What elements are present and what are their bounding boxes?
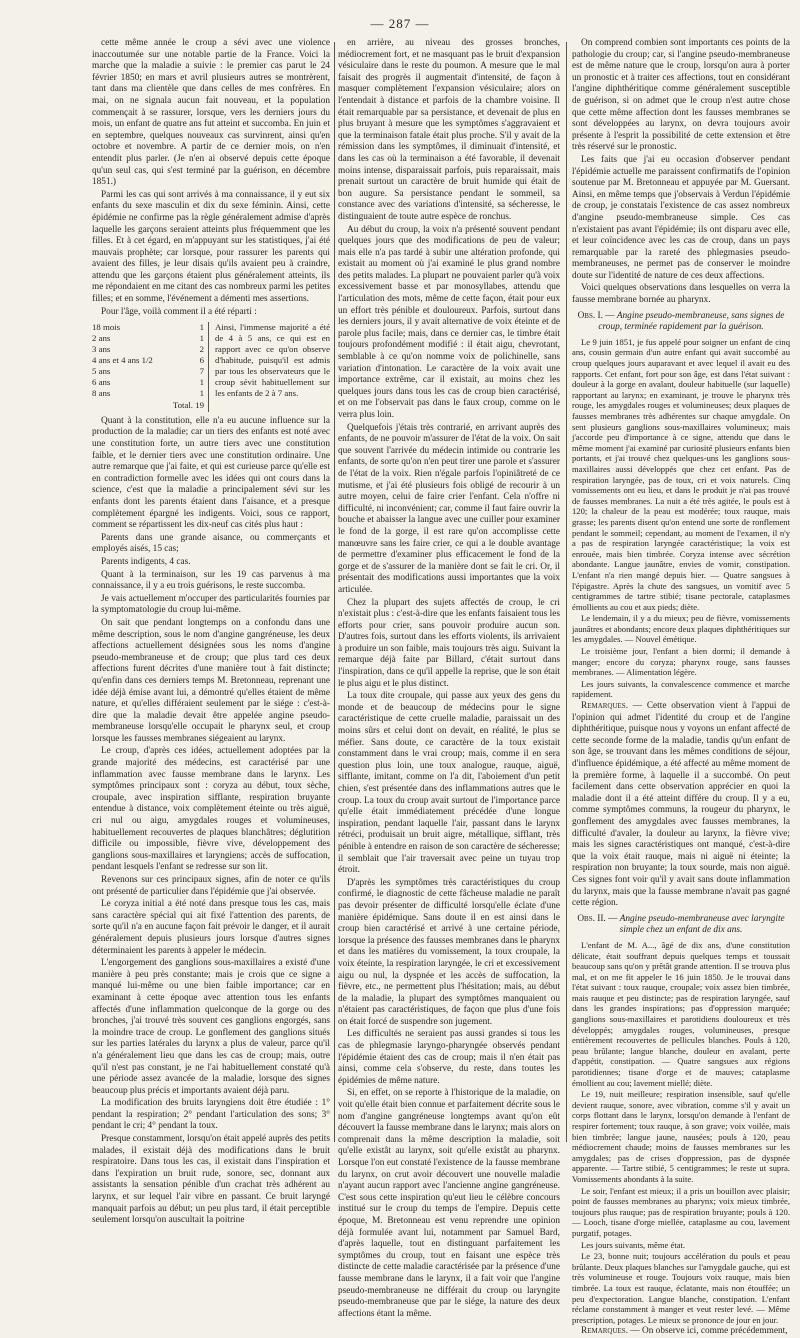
age-label: 5 ans (92, 366, 111, 377)
age-row (92, 355, 204, 366)
paragraph: Au début du croup, la voix n'a présenté souvent pendant quelques jours que des modifications de peu de valeur; mais elle n'a pas tardé à subir une altération profonde, qui existait au moment où j'ai examiné le plus grand nombre des petits malades. La plupart ne pouvaient parler qu'à voix excessivement basse et par monosyllabes, attendu que l'articulation des mots, même de cette façon, était pour eux un effort très pénible et douloureux. Parfois, surtout dans les derniers jours, il y avait alternative de voix éteinte et de parole plus facile; mais, dans ce dernier cas, le timbre était toujours profondément modifié : il était aigu, chevrotant, semblable à ce qu'on nomme voix de polichinelle, sans variation d'intonation. Le caractère de la voix avait une importance extrême, car il existait, au moins chez les quelques jours dans tous les cas de croup bien caractérisé, et on me l'observait pas dans le faux croup, comme on le verra plus loin. (338, 224, 560, 420)
paragraph: Le lendemain, il y a du mieux; peu de fièvre, vomissements jaunâtres et abondants; encore deux plaques diphthéritiques sur les amygdales. — Nouvel émétique. (572, 613, 790, 645)
observation-heading (572, 311, 790, 334)
paragraph: Le soir, l'enfant est mieux; il a pris un bouillon avec plaisir; point de fausses membranes au pharynx; voix mieux timbrée, toujours plus rauque; pas de respiration bruyante; pouls à 120. — Looch, tisane d'orge miellée, cataplasme au cou, lavement purgatif, potages. (572, 1185, 790, 1238)
paragraph: D'après les symptômes très caractéristiques du croup confirmé, le diagnostic de cette fâcheuse maladie ne paraît pas devoir présenter de difficulté lorsqu'elle éclate d'une manière épidémique. Sans doute il en est ainsi dans le croup bien caractérisé et arrivé à une certaine période, lorsque la présence des fausses membranes dans le pharynx et dans les matières du vomissement, la toux croupale, la voix éteinte, la respiration laryngée, le cri et excessivement aigu ou nul, la dyspnée et les accès de suffocation, la fièvre, etc., ne permettent plus l'hésitation; mais, au début de la maladie, la plupart des symptômes manquaient ou n'étaient pas caractéristiques, de façon que plus d'une fois on était forcé de suspendre son jugement. (338, 877, 560, 1027)
paragraph: L'enfant de M. A..., âgé de dix ans, d'une constitution délicate, était souffrant depuis quelques temps et toussait beaucoup sans qu'on y prêtât grande attention. Il se trouva plus mal, et on me fit appeler le 16 juin 1850. Je le trouvai dans l'état suivant : toux rauque, croupale; voix assez bien timbrée, mais rauque et peu distincte; pas de respiration laryngée, sauf dans les grandes inspirations; pas d'oppression marquée; ganglions sous-maxillaires et parotidiens douloureux et très développés; amygdales rouges, volumineuses, presque entièrement recouvertes de pellicules blanches. Pouls à 120, peau brûlante; langue blanche, douleur en avalant, perte d'appétit, constipation. — Quatre sangsues aux régions parotidiennes; tisane d'orge et de mauves; cataplasme émollient au cou; lavement miellé; diète. (572, 939, 790, 1088)
age-list (92, 322, 209, 412)
paragraph: Quant à la constitution, elle n'a eu aucune influence sur la production de la maladie; car un tiers des enfants est noté avec une constitution forte, un autre tiers avec une constitution faible, et le dernier tiers avec une constitution ordinaire. Une autre remarque que j'ai faite, et qui est curieuse parce qu'elle est en contradiction formelle avec les idées qui ont cours dans la science, c'est que la maladie a principalement sévi sur les enfants dont les parents étaient dans l'aisance, et a presque complètement épargné les indigents. Voici, sous ce rapport, comment se répartissent les dix-neuf cas cités plus haut : (92, 415, 330, 531)
column-middle (338, 38, 560, 1319)
remarks-label: Remarques. (581, 1326, 629, 1337)
observation-title: Angine pseudo-membraneuse avec laryngite simple chez un enfant de dix ans. (619, 913, 785, 936)
paragraph: Si, en effet, on se reporte à l'historique de la maladie, on voit qu'elle était bien connue et parfaitement décrite sous le nom d'angine gangréneuse longtemps avant qu'on eût découvert la fausse membrane dans le larynx; mais alors on comprenait dans la même description la maladie, soit qu'elle existât au larynx, soit qu'elle existât au pharynx. Lorsque l'on eut constaté l'existence de la fausse membrane du larynx, on crut avoir découvert une nouvelle maladie n'ayant aucun rapport avec l'ancienne angine gangréneuse. C'est sous cette inspiration qu'eut lieu le célèbre concours institué sur le croup du temps de l'empire. Depuis cette époque, M. Bretonneau est venu reprendre une opinion déjà formulée avant lui, notamment par Samuel Bard, d'après laquelle, tout en distinguant parfaitement les symptômes du croup, tout en faisant une espèce très distincte de cette maladie caractérisée par la présence d'une fausse membrane dans le larynx, il a fait voir que l'angine pseudo-membraneuse ne différait du croup ou laryngite pseudo-membraneuse que par le siége, la nature des deux affections étant la même. (338, 1088, 560, 1319)
age-label: 3 ans (92, 344, 111, 355)
paragraph: Le 9 juin 1851, je fus appelé pour soigner un enfant de cinq ans, cousin germain d'un autre enfant qui avait succombé au croup quelques jours auparavant et avec lequel il avait eu des rapports. Cet enfant, fort pour son âge, est dans l'état suivant : douleur à la gorge en avalant, douleur habituelle (sur laquelle) rapportant au larynx; en examinant, je trouve le pharynx très rouge, les amygdales rouges et volumineuses; deux plaques de fausses membranes très adhérentes sur chaque amygdale. On sent plusieurs ganglions sous-maxillaires volumineux; mais j'accorde peu d'importance à ce signe, attendu que dans le même moment j'ai examiné par curiosité plusieurs enfants bien portants, et j'ai trouvé chez quelques-uns les ganglions sous-maxillaires aussi développés que chez cet enfant. Pas de respiration laryngée, pas de toux, cri et voix naturels. Cinq vomissements ont eu lieu, et dans le produit je n'ai pas trouvé de fausses membranes. La nuit a été très agitée, le pouls est à 120; la chaleur de la peau est modérée; toux rauque, mais grasse; les parents disent qu'on entend une sorte de ronflement pendant le sommeil; cependant, au moment de l'examen, il n'y a pas de respiration laryngée caractéristique; la voix est enrouée, mais bien timbrée. Coryza intense avec sécrétion abondante. Langue jaunâtre, envies de vomir, constipation. L'enfant n'a rien mangé depuis hier. — Quatre sangsues à l'épigastre. Après la chute des sangsues, un vomitif avec 5 centigrammes de tartre stibié; tisane pectorale, cataplasmes émollients au cou et aux pieds; diète. (572, 336, 790, 612)
paragraph: Pour l'âge, voilà comment il a été réparti : (101, 306, 257, 317)
observation-title: Angine pseudo-membraneuse, sans signes de croup, terminée rapidement par la guérison. (598, 310, 785, 333)
column-left (92, 38, 330, 1226)
column-divider (334, 42, 335, 1142)
paragraph: On sait que pendant longtemps on a confondu dans une même description, sous le nom d'angine gangréneuse, les deux affections actuellement désignées sous les noms d'angine pseudo-membraneuse et de croup; que plus tard ces deux affections furent décrites d'une manière tout à fait distincte; qu'enfin dans ces derniers temps M. Bretonneau, reprenant une idée déjà émise avant lui, a démontré qu'elles étaient de même nature, et qu'elles différaient seulement par le siége : c'est-à-dire que la maladie devait être appelée angine pseudo-membraneuse lorsqu'elle occupait le pharynx seul, et croup lorsque les fausses membranes siégeaient au larynx. (92, 617, 330, 744)
age-count: 2 (199, 344, 204, 355)
paragraph: Les faits que j'ai eu occasion d'observer pendant l'épidémie actuelle me paraissent confirmatifs de l'opinion soutenue par M. Bretonneau et appuyée par M. Guersant. Ainsi, en même temps que j'observais à Verdun l'épidémie de croup, je constatais l'existence de cas assez nombreux d'angine pseudo-membraneuse simple. Ces cas n'existaient pas avant l'épidémie; ils ont disparu avec elle, et leur coïncidence avec les cas de croup, dans un pays remarquable par la rareté des phlegmasies pseudo-membraneuses, ne permet pas de conserver le moindre doute sur l'identité de nature de ces deux affections. (572, 154, 790, 281)
page-number: — 287 — (370, 16, 430, 31)
age-label: 6 ans (92, 377, 111, 388)
age-row (92, 322, 204, 333)
paragraph: Le coryza initial a été noté dans presque tous les cas, mais sans caractère spécial qui ait fixé l'attention des parents, de sorte qu'il n'a en aucune façon fait prévoir le danger, et il aurait généralement depuis plusieurs jours lorsque d'autres signes déterminaient les parents à appeler le médecin. (92, 899, 330, 956)
age-count: 1 (199, 377, 204, 388)
paragraph: Les jours suivants, même état. (581, 1239, 686, 1250)
paragraph: Quant à la terminaison, sur les 19 cas parvenus à ma connaissance, il y a eu trois guérisons, le reste succomba. (92, 569, 330, 592)
age-row (92, 333, 204, 344)
age-label: 18 mois (92, 322, 121, 333)
age-label: 4 ans et 4 ans 1/2 (92, 355, 153, 366)
age-total: Total. 19 (172, 400, 204, 411)
age-count: 1 (199, 388, 204, 399)
age-row (92, 366, 204, 377)
remarks-paragraph (572, 701, 790, 910)
paragraph: Je vais actuellement m'occuper des particularités fournies par la symptomatologie du croup lui-même. (92, 593, 330, 616)
age-table (92, 322, 330, 412)
observation-number: Obs. I. — (577, 310, 615, 321)
age-label: 8 ans (92, 388, 111, 399)
paragraph: Le troisième jour, l'enfant a bien dormi; il demande à manger; encore du coryza; pharynx rouge, sans fausses membranes. — Alimentation légère. (572, 646, 790, 678)
paragraph: Le croup, d'après ces idées, actuellement adoptées par la grande majorité des médecins, est caractérisé par une inflammation avec fausse membrane dans le larynx. Les symptômes principaux sont : coryza au début, toux sèche, croupale, avec inspiration sifflante, respiration bruyante entendue à distance, voix complètement éteinte ou très aiguë, cri nul ou aigu, amygdales rouges et volumineuses, habituellement recouvertes de plaques blanchâtres; déglutition difficile ou impossible, fièvre vive, développement des ganglions sous-maxillaires et laryngiens; accès de suffocation, pendant lesquels l'enfant se redresse sur son lit. (92, 746, 330, 873)
paragraph: Le 23, bonne nuit; toujours accélération du pouls et peau brûlante. Deux plaques blanches sur l'amygdale gauche, qui est très volumineuse et rouge. Toujours voix rauque, mais bien timbrée. La toux est rauque, éclatante, mais non étouffée; un peu d'expectoration. Langue blanche, constipation. L'enfant réclame constamment à manger et veut rester levé. — Même prescription, potages. Le mieux se prononce de jour en jour. (572, 1251, 790, 1325)
paragraph: Voici quelques observations dans lesquelles on verra la fausse membrane bornée au pharynx. (572, 283, 790, 306)
age-count: 1 (199, 322, 204, 333)
paragraph: Parmi les cas qui sont arrivés à ma connaissance, il y eut six enfants du sexe masculin et dix du sexe féminin. Ainsi, cette épidémie ne confirme pas la règle généralement admise d'après laquelle les garçons seraient atteints plus fréquemment que les filles. Et à cet égard, en m'appuyant sur les statistiques, j'ai été mauvais prophète; car lorsque, pour rassurer les parents qui avaient des filles, je leur disais qu'ils avaient peu à craindre, attendu que les garçons étaient plus généralement atteints, ils me répondaient en me citant des cas nombreux parmi les petites filles; et en somme, l'événement a démenti mes assertions. (92, 189, 330, 305)
paragraph: La modification des bruits laryngiens doit être étudiée : 1° pendant la respiration; 2° pendant l'articulation des sons; 3° pendant le cri; 4° pendant la toux. (92, 1098, 330, 1132)
remarks-text: — On observe ici, comme précédemment, (630, 1326, 788, 1337)
observation-number: Obs. II. — (577, 913, 618, 924)
paragraph: L'engorgement des ganglions sous-maxillaires a existé d'une manière à peu près constante; mais je crois que ce signe a manqué lui-même ou une bien faible importance; car en examinant à cette époque avec attention tous les enfants affectés d'une inflammation quelconque de la gorge ou des bronches, j'ai trouvé très souvent ces ganglions engorgés, sans la moindre trace de croup. Le gonflement des ganglions situés sur les parties latérales du larynx a plus de valeur, parce qu'il n'a généralement lieu que dans les cas de croup; mais, outre qu'il n'est pas constant, je ne l'ai habituellement constaté qu'à une période assez avancée de la maladie, lorsque des signes beaucoup plus précis et importants avaient déjà paru. (92, 958, 330, 1096)
paragraph: Presque constamment, lorsqu'on était appelé auprès des petits malades, il existait déjà des modifications dans le bruit respiratoire. Dans tous les cas, il existait dans l'inspiration et dans l'expiration un bruit rude, sonore, sec, donnant aux assistants la sensation pénible d'un crachat très adhérent au larynx, et sur lequel l'air vibre en passant. Ce bruit laryngé manquait parfois au début; un peu plus tard, il était perceptible seulement lorsqu'on auscultait la poitrine (92, 1134, 330, 1226)
remarks-paragraph (572, 1326, 790, 1338)
paragraph: Quelquefois j'étais très contrarié, en arrivant auprès des enfants, de ne pouvoir m'assurer de l'état de la voix. On sait que souvent l'arrivée du médecin intimide ou contrarie les enfants, de sorte qu'on n'en peut tirer une parole et s'assurer de l'état de la voix. Rien n'égale parfois l'opiniâtreté de ce mutisme, et j'ai été plusieurs fois obligé de recourir à un autre moyen, celui de faire crier l'enfant. Cela n'offre ni difficulté, ni inconvénient; car, comme il faut faire ouvrir la bouche et abaisser la langue avec une cuiller pour examiner le fond de la gorge, il est rare qu'on accomplisse cette manœuvre sans les faire crier, ce qui a le double avantage de permettre d'examiner plus efficacement le fond de la gorge et de s'assurer de la manière dont se fait le cri. Or, il présentait des modifications aussi importantes que la voix articulée. (338, 422, 560, 595)
paragraph: Parents indigents, 4 cas. (101, 556, 191, 567)
age-count: 1 (199, 333, 204, 344)
column-divider (566, 42, 567, 1142)
paragraph: Le 19, nuit meilleure; respiration insensible, sauf qu'elle devient rauque, sonore, avec vibration, comme s'il y avait un corps flottant dans le larynx, lorsqu'on demande à l'enfant de respirer fortement; toux rauque, à son grave; voix voilée, mais bien timbrée; langue jaune, nausées; pouls à 120, peau médiocrement chaude; moins de fausses membranes sur les amygdales; pas de crises d'oppression, pas de dyspnée apparente. — Tartre stibié, 5 centigrammes; le reste ut supra. Vomissements abondants à la suite. (572, 1089, 790, 1184)
paragraph: en arrière, au niveau des grosses bronches, médiocrement fort, et ne masquant pas le bruit d'expansion vésiculaire dans le reste du poumon. A mesure que le mal faisait des progrès il augmentait d'intensité, de façon à masquer complètement l'expansion vésiculaire; alors on l'entendait à distance et parfois de la chambre voisine. Il était remarquable par sa persistance, et devenait de plus en plus bruyant à mesure que les symptômes s'aggravaient et que la terminaison fatale était plus proche. S'il y avait de la rémission dans les symptômes, il diminuait d'intensité, et dans les cas où la terminaison a été favorable, il devenait moins intense, disparaissait parfois, puis reparaissait, mais prenait surtout un caractère de bruit humide qui était de bon augure. Sa persistance pendant le sommeil, sa constance avec des variations d'intensité, sa sécheresse, le distinguaient de toute autre espèce de ronchus. (338, 38, 560, 222)
age-count: 6 (199, 355, 204, 366)
paragraph: Les jours suivants, la convalescence commence et marche rapidement. (572, 678, 790, 700)
paragraph: Parents dans une grande aisance, ou commerçants et employés aisés, 15 cas; (92, 532, 330, 555)
paragraph: cette même année le croup a sévi avec une violence inaccoutumée sur une notable partie de la France. Voici la marche que la maladie a suivie : le premier cas parut le 24 février 1850; en mars et avril plusieurs autres se montrèrent, tant dans ma clientèle que dans celles de mes confrères. En mai, on ne signala aucun fait nouveau, et la population commençait à se rassurer, lorsque, vers les derniers jours du mois, un enfant de quatre ans fut atteint et succomba. En juin et en septembre, quelques nouveaux cas survinrent, ainsi qu'en octobre et novembre. A partir de ce dernier mois, on n'en entendit plus parler. (Je n'en ai observé depuis cette époque qu'un seul cas, qui s'est terminé par la guérison, en décembre 1851.) (92, 38, 330, 188)
age-label: 2 ans (92, 333, 111, 344)
paragraph: Revenons sur ces principaux signes, afin de noter ce qu'ils ont présenté de particulier dans l'épidémie que j'ai observée. (92, 875, 330, 897)
age-row (92, 344, 204, 355)
age-row (92, 377, 204, 388)
observation-heading (572, 914, 790, 937)
paragraph: On comprend combien sont importants ces points de la pathologie du croup; car, si l'angine pseudo-membraneuse est de même nature que le croup, lorsqu'on aura à porter un pronostic et à traiter ces affections, tout en considérant l'angine diphthéritique comme généralement susceptible de guérison, si on admet que le croup n'est autre chose que cette même affection dont les fausses membranes se sont développées au larynx, on devra toujours avoir présente à l'esprit la possibilité de cette extension et être très réservé sur le pronostic. (572, 38, 790, 153)
column-right (572, 38, 791, 1337)
age-note: Ainsi, l'immense majorité a été de 4 à 5 ans, ce qui est en rapport avec ce qu'on observe d'habitude, puisqu'il est admis par tous les observateurs que le croup sévit habituellement sur les enfants de 2 à 7 ans. (215, 322, 330, 399)
paragraph: La toux dite croupale, qui passe aux yeux des gens du monde et de beaucoup de médecins pour le signe caractéristique de cette cruelle maladie, paraissait un des moins sûrs et celui dont on devait, en réalité, le plus se méfier. Sans doute, ce caractère de la toux existait constamment dans le vrai croup; mais, comme il en sera question plus loin, une toux analogue, rauque, aiguë, sifflante, imitant, comme on l'a dit, l'aboiement d'un petit chien, s'est présentée dans des inflammations autres que le croup. La toux du croup avait surtout de l'importance parce qu'elle était immédiatement précédée d'une longue inspiration, pendant laquelle l'air, passant dans le larynx rétréci, produisait un bruit aigre, métallique, sifflant, très pénible à entendre en raison de son caractère de sécheresse; il semblait que l'air traversait avec peine un tuyau trop étroit. (338, 691, 560, 876)
paragraph: Chez la plupart des sujets affectés de croup, le cri n'existait plus : c'est-à-dire que les enfants faisaient tous les efforts pour crier, sans pouvoir produire aucun son. D'autres fois, surtout dans les efforts violents, ils arrivaient à produire un son faible, mais toujours très aigu. Suivant la remarque déjà faite par Billard, c'était surtout dans l'inspiration, dans ce qu'il appelle la reprise, que le son était le plus aigu et le plus distinct. (338, 597, 560, 689)
age-row (92, 388, 204, 399)
remarks-text: — Cette observation vient à l'appui de l'opinion qui admet l'identité du croup et de l'angine diphthéritique, puisque nous y voyons un enfant affecté de cette seconde forme de la maladie, tandis qu'un enfant de son âge, se trouvant dans les mêmes conditions de séjour, d'influence épidémique, a été affecté au même moment de la première forme, à laquelle il a succombé. On peut facilement dans cette observation apprécier en quoi la maladie dont il a été atteint différe du croup. Il y a eu, comme symptômes communs, la rougeur du pharynx, le gonflement des amygdales avec fausses membranes, la difficulté d'avaler, la douleur au larynx, la fièvre vive; mais les signes caractéristiques ont manqué, c'est-à-dire que la voix était rauque, mais ni aiguë ni éteinte; la respiration non bruyante; la toux sourde, mais non aiguë. Ces signes font voir qu'il y avait sans doute inflammation du larynx, mais que la fausse membrane n'avait pas gagné cette région. (572, 701, 791, 909)
remarks-label: Remarques. (581, 701, 629, 712)
age-count: 7 (199, 366, 204, 377)
paragraph: Les difficultés ne seraient pas aussi grandes si tous les cas de phlegmasie laryngo-pharyngée observés pendant l'épidémie étaient des cas de croup; mais il n'en était pas ainsi, comme cela s'observe, du reste, dans toutes les épidémies de même nature. (338, 1029, 560, 1086)
